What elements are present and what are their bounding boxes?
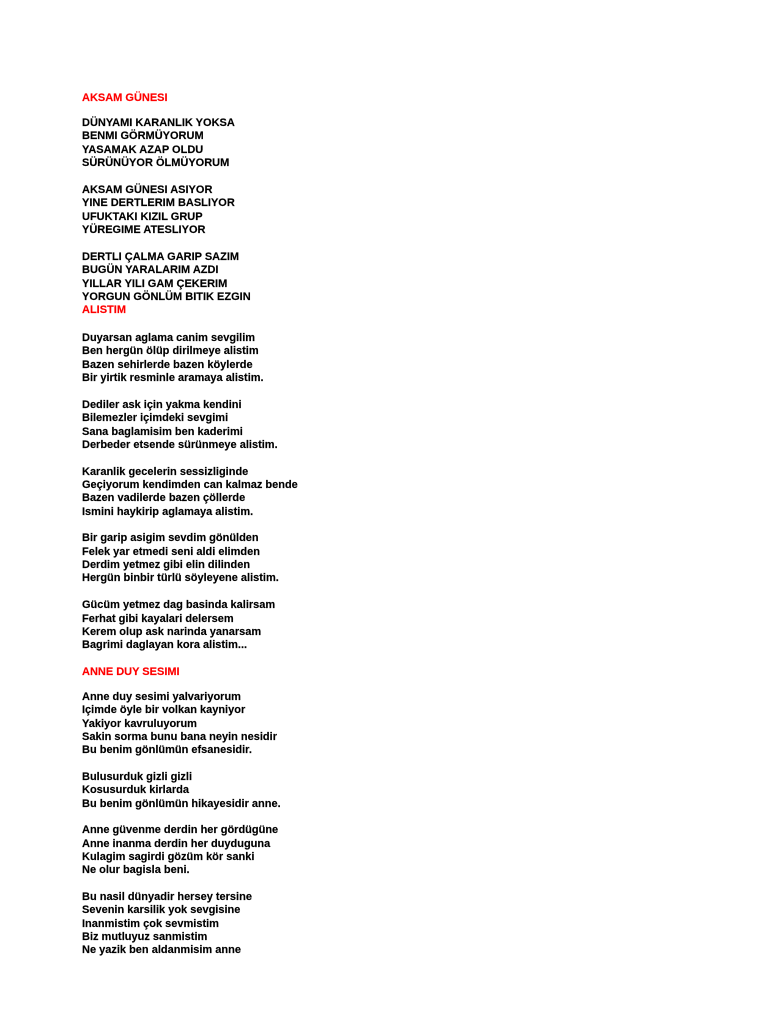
poem-line: Bazen vadilerde bazen çöllerde — [82, 492, 246, 504]
poem-line: Ben hergün ölüp dirilmeye alistim — [82, 345, 259, 357]
poem-line: Dediler ask için yakma kendini — [82, 399, 242, 411]
poem-line: BUGÜN YARALARIM AZDI — [82, 264, 219, 276]
poem-line: Kosusurduk kirlarda — [82, 784, 189, 796]
poem-line: YILLAR YILI GAM ÇEKERIM — [82, 278, 228, 290]
poem-line: Yakiyor kavruluyorum — [82, 718, 197, 730]
poem-line: Bazen sehirlerde bazen köylerde — [82, 359, 253, 371]
poem-line: Bu benim gönlümün hikayesidir anne. — [82, 798, 281, 810]
poem-line: Derdim yetmez gibi elin dilinden — [82, 559, 251, 571]
poem-line: Derbeder etsende sürünmeye alistim. — [82, 439, 278, 451]
poem-line: Biz mutluyuz sanmistim — [82, 931, 208, 943]
poem-line: Kerem olup ask narinda yanarsam — [82, 626, 262, 638]
poem-title: AKSAM GÜNESI — [82, 92, 168, 104]
poem-line: Bir yirtik resminle aramaya alistim. — [82, 372, 264, 384]
poem-line: UFUKTAKI KIZIL GRUP — [82, 211, 203, 223]
poem-line: YÜREGIME ATESLIYOR — [82, 224, 206, 236]
poem-line: Duyarsan aglama canim sevgilim — [82, 332, 256, 344]
poem-line: AKSAM GÜNESI ASIYOR — [82, 184, 213, 196]
poem-line: Sakin sorma bunu bana neyin nesidir — [82, 731, 277, 743]
poem-line: YINE DERTLERIM BASLIYOR — [82, 197, 235, 209]
poem-line: Gücüm yetmez dag basinda kalirsam — [82, 599, 276, 611]
poem-line: Kulagim sagirdi gözüm kör sanki — [82, 851, 255, 863]
poem-line: Içimde öyle bir volkan kayniyor — [82, 704, 246, 716]
poem-line: Bagrimi daglayan kora alistim... — [82, 639, 248, 651]
poem-line: Ne yazik ben aldanmisim anne — [82, 944, 241, 956]
poem-line: Anne güvenme derdin her gördügüne — [82, 824, 279, 836]
poem-line: DÜNYAMI KARANLIK YOKSA — [82, 117, 235, 129]
poem-line: BENMI GÖRMÜYORUM — [82, 130, 204, 142]
poem-line: Anne duy sesimi yalvariyorum — [82, 691, 241, 703]
poem-title: ALISTIM — [82, 304, 126, 316]
poem-line: Bir garip asigim sevdim gönülden — [82, 532, 259, 544]
poem-line: Karanlik gecelerin sessizliginde — [82, 466, 249, 478]
poem-line: Hergün binbir türlü söyleyene alistim. — [82, 572, 279, 584]
poem-line: YASAMAK AZAP OLDU — [82, 144, 204, 156]
poem-line: Bulusurduk gizli gizli — [82, 771, 192, 783]
poem-line: YORGUN GÖNLÜM BITIK EZGIN — [82, 291, 251, 303]
poem-line: Ferhat gibi kayalari delersem — [82, 613, 234, 625]
poem-line: Bilemezler içimdeki sevgimi — [82, 412, 229, 424]
poem-line: Bu nasil dünyadir hersey tersine — [82, 891, 252, 903]
poem-line: Bu benim gönlümün efsanesidir. — [82, 744, 252, 756]
poem-line: Inanmistim çok sevmistim — [82, 918, 219, 930]
poem-line: DERTLI ÇALMA GARIP SAZIM — [82, 251, 240, 263]
poem-line: SÜRÜNÜYOR ÖLMÜYORUM — [82, 157, 230, 169]
poem-line: Geçiyorum kendimden can kalmaz bende — [82, 479, 298, 491]
poem-line: Ne olur bagisla beni. — [82, 864, 190, 876]
poem-line: Ismini haykirip aglamaya alistim. — [82, 506, 254, 518]
poem-line: Sana baglamisim ben kaderimi — [82, 426, 243, 438]
poem-title: ANNE DUY SESIMI — [82, 666, 180, 678]
poem-line: Sevenin karsilik yok sevgisine — [82, 904, 241, 916]
poem-line: Anne inanma derdin her duyduguna — [82, 838, 271, 850]
poem-line: Felek yar etmedi seni aldi elimden — [82, 546, 260, 558]
